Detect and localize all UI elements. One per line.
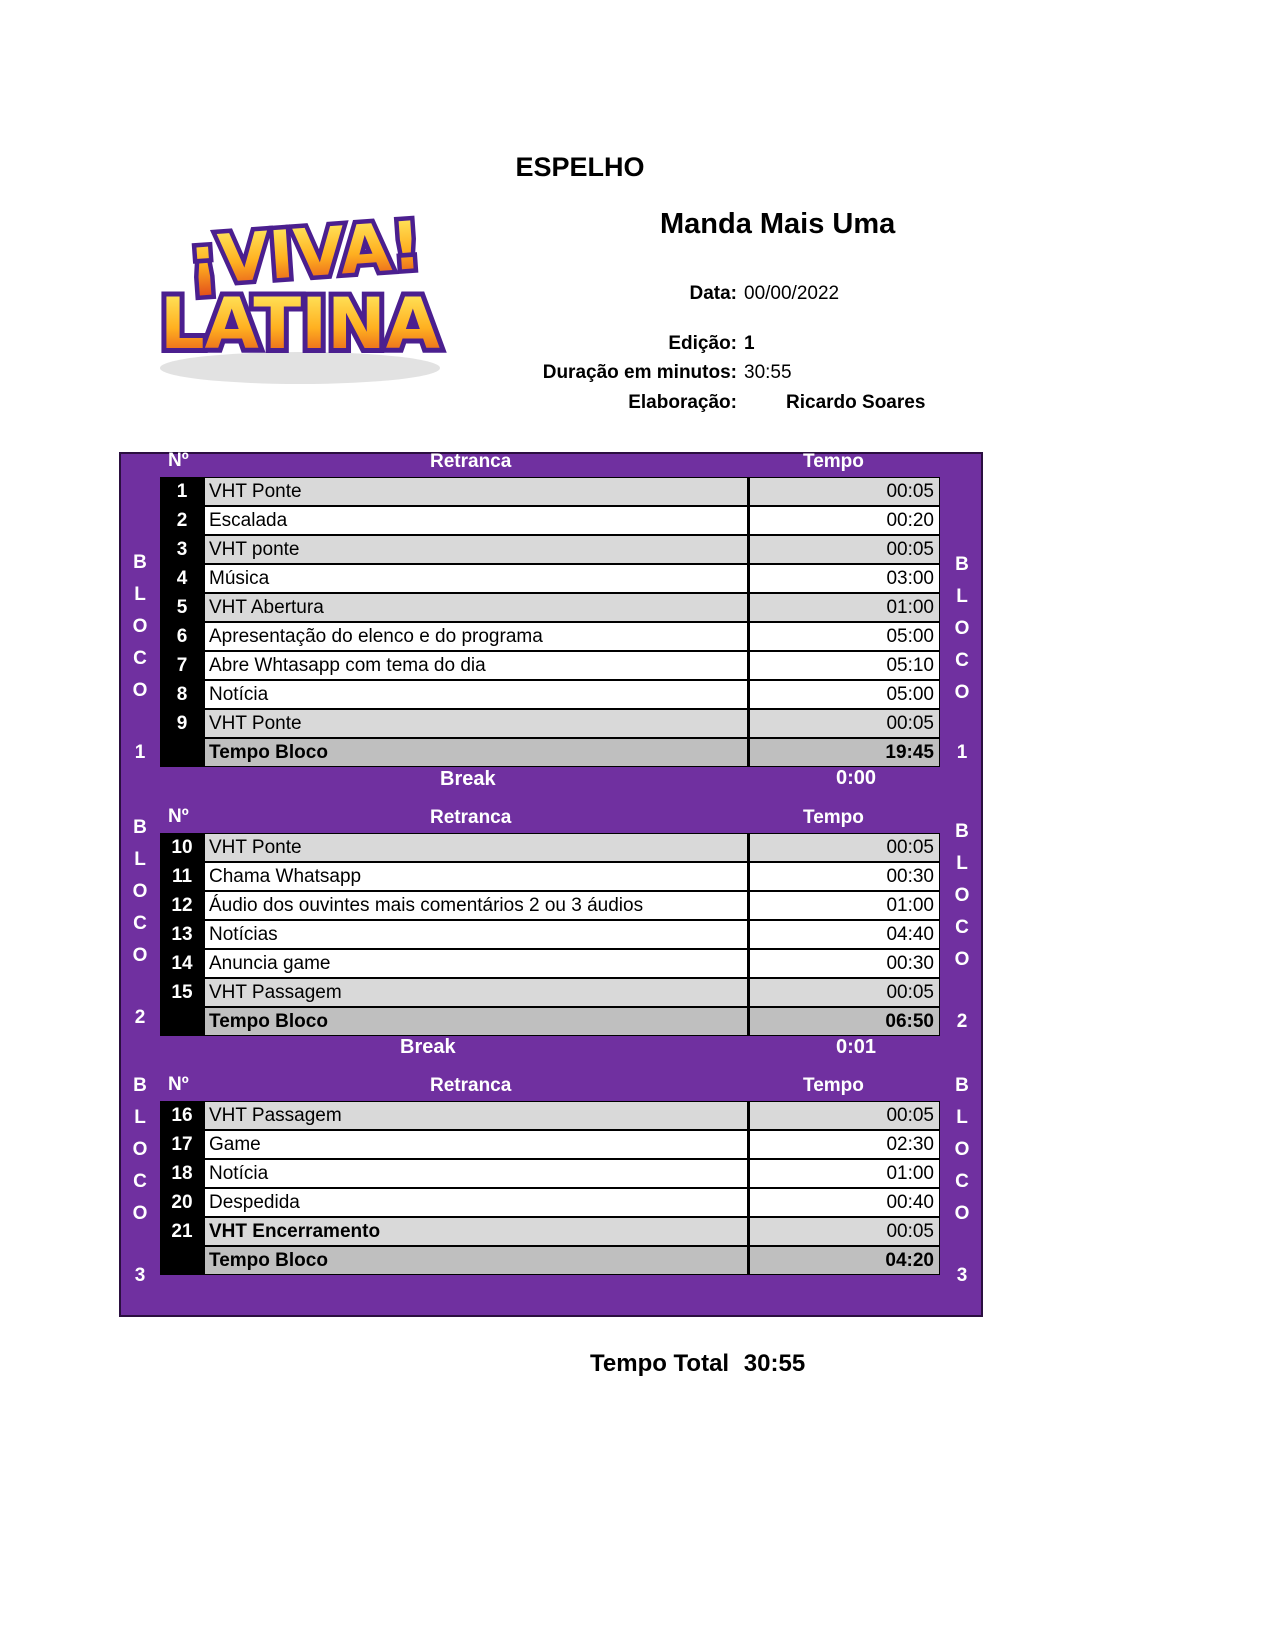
row-number: 8 xyxy=(160,680,204,709)
bloco-number: 3 xyxy=(134,1265,146,1286)
row-retranca: Áudio dos ouvintes mais comentários 2 ou 3 áudios xyxy=(204,891,749,920)
bloco-2-label-right xyxy=(950,816,974,1038)
col-header-retranca: Retranca xyxy=(430,1075,512,1096)
row-number: 9 xyxy=(160,709,204,738)
row-retranca: VHT Ponte xyxy=(204,709,749,738)
row-retranca: Música xyxy=(204,564,749,593)
bloco-1-label-right xyxy=(950,549,974,769)
bloco-letter: C xyxy=(133,913,147,934)
row-tempo: 00:20 xyxy=(749,506,940,535)
bloco-2-label-left xyxy=(128,812,152,1034)
row-retranca: VHT Encerramento xyxy=(204,1217,749,1246)
row-number: 3 xyxy=(160,535,204,564)
duration-value: 30:55 xyxy=(744,362,792,383)
row-retranca: VHT Ponte xyxy=(204,833,749,862)
row-tempo: 00:30 xyxy=(749,949,940,978)
bloco-letter: O xyxy=(954,1139,970,1160)
table-row xyxy=(160,833,940,862)
bloco-letter: L xyxy=(956,586,968,607)
row-tempo: 01:00 xyxy=(749,593,940,622)
row-number: 13 xyxy=(160,920,204,949)
bloco-letter: O xyxy=(954,618,970,639)
table-row xyxy=(160,709,940,738)
row-tempo: 03:00 xyxy=(749,564,940,593)
bloco-3-label-right xyxy=(950,1070,974,1292)
table-row xyxy=(160,1130,940,1159)
total-time xyxy=(590,1350,805,1378)
row-retranca: Notícia xyxy=(204,1159,749,1188)
col-header-retranca: Retranca xyxy=(430,451,512,472)
table-row xyxy=(160,506,940,535)
row-tempo: 01:00 xyxy=(749,1159,940,1188)
table-row xyxy=(160,891,940,920)
break-value: 0:00 xyxy=(836,767,877,789)
block-total-label: Tempo Bloco xyxy=(204,1246,749,1275)
bloco-letter: B xyxy=(955,1075,969,1096)
row-tempo: 00:40 xyxy=(749,1188,940,1217)
row-retranca: Anuncia game xyxy=(204,949,749,978)
bloco-letter: L xyxy=(956,853,968,874)
block-total-row xyxy=(160,738,940,767)
bloco-letter: L xyxy=(134,584,146,605)
row-number: 11 xyxy=(160,862,204,891)
col-header-tempo: Tempo xyxy=(803,807,864,828)
row-retranca: VHT ponte xyxy=(204,535,749,564)
row-tempo: 00:05 xyxy=(749,709,940,738)
table-row xyxy=(160,564,940,593)
row-tempo: 00:05 xyxy=(749,1101,940,1130)
row-tempo: 01:00 xyxy=(749,891,940,920)
block-total-row xyxy=(160,1246,940,1275)
row-retranca: VHT Passagem xyxy=(204,978,749,1007)
col-header-num: Nº xyxy=(168,1074,189,1095)
row-number: 7 xyxy=(160,651,204,680)
block-total-value: 04:20 xyxy=(749,1246,940,1275)
row-number: 1 xyxy=(160,477,204,506)
total-time-value: 30:55 xyxy=(743,1350,806,1377)
bloco-letter: C xyxy=(133,1171,147,1192)
row-number: 16 xyxy=(160,1101,204,1130)
table-row xyxy=(160,949,940,978)
bloco-number: 1 xyxy=(134,742,146,763)
break-value: 0:01 xyxy=(836,1036,877,1058)
date-value: 00/00/2022 xyxy=(744,283,840,304)
bloco-letter: L xyxy=(134,1107,146,1128)
bloco-letter: B xyxy=(133,1075,147,1096)
row-tempo: 00:30 xyxy=(749,862,940,891)
table-row xyxy=(160,862,940,891)
block-total-row xyxy=(160,1007,940,1036)
col-header-tempo: Tempo xyxy=(803,451,864,472)
col-header-tempo: Tempo xyxy=(803,1075,864,1096)
viva-latina-logo xyxy=(150,198,460,398)
bloco-letter: O xyxy=(132,881,148,902)
bloco-number: 2 xyxy=(134,1007,146,1028)
bloco-letter: C xyxy=(955,1171,969,1192)
row-retranca: Notícias xyxy=(204,920,749,949)
bloco-3-label-left xyxy=(128,1070,152,1292)
edition-value: 1 xyxy=(744,333,755,354)
col-header-retranca: Retranca xyxy=(430,807,512,828)
col-header-num: Nº xyxy=(168,806,189,827)
block-total-value: 19:45 xyxy=(749,738,940,767)
row-tempo: 05:00 xyxy=(749,680,940,709)
row-retranca: Chama Whatsapp xyxy=(204,862,749,891)
row-number: 14 xyxy=(160,949,204,978)
logo-text-viva: ¡VIVA! xyxy=(185,206,424,301)
row-number: 4 xyxy=(160,564,204,593)
bloco-number: 2 xyxy=(956,1011,968,1032)
document-title: ESPELHO xyxy=(515,152,645,182)
col-header-num: Nº xyxy=(168,450,189,471)
row-number: 18 xyxy=(160,1159,204,1188)
table-row xyxy=(160,651,940,680)
bloco-letter: O xyxy=(954,949,970,970)
bloco-letter: B xyxy=(955,554,969,575)
block-total-value: 06:50 xyxy=(749,1007,940,1036)
block-total-label: Tempo Bloco xyxy=(204,1007,749,1036)
bloco-letter: O xyxy=(954,885,970,906)
bloco-letter: L xyxy=(956,1107,968,1128)
table-row xyxy=(160,593,940,622)
table-row xyxy=(160,978,940,1007)
edition-label: Edição: xyxy=(668,333,737,354)
show-title: Manda Mais Uma xyxy=(660,208,896,240)
logo-text-latina: LATINA xyxy=(160,283,440,365)
bloco-1-label-left xyxy=(128,547,152,769)
break-label: Break xyxy=(400,1036,456,1058)
bloco-letter: C xyxy=(133,648,147,669)
bloco-letter: O xyxy=(132,616,148,637)
bloco-letter: C xyxy=(955,650,969,671)
row-retranca: Abre Whtasapp com tema do dia xyxy=(204,651,749,680)
row-tempo: 00:05 xyxy=(749,833,940,862)
bloco-letter: O xyxy=(132,1139,148,1160)
row-number: 10 xyxy=(160,833,204,862)
row-retranca: VHT Passagem xyxy=(204,1101,749,1130)
row-tempo: 00:05 xyxy=(749,477,940,506)
bloco-letter: L xyxy=(134,849,146,870)
row-tempo: 04:40 xyxy=(749,920,940,949)
row-tempo: 00:05 xyxy=(749,1217,940,1246)
row-retranca: Apresentação do elenco e do programa xyxy=(204,622,749,651)
row-retranca: VHT Abertura xyxy=(204,593,749,622)
bloco-letter: O xyxy=(132,1203,148,1224)
row-tempo: 05:00 xyxy=(749,622,940,651)
author-value: Ricardo Soares xyxy=(786,392,926,413)
bloco-letter: O xyxy=(954,1203,970,1224)
duration-label: Duração em minutos: xyxy=(542,362,737,383)
row-number: 5 xyxy=(160,593,204,622)
table-row xyxy=(160,1101,940,1130)
bloco-letter: O xyxy=(132,680,148,701)
table-row xyxy=(160,1217,940,1246)
row-number-empty xyxy=(160,1246,204,1275)
row-retranca: Notícia xyxy=(204,680,749,709)
row-retranca: Escalada xyxy=(204,506,749,535)
row-number: 15 xyxy=(160,978,204,1007)
bloco-letter: O xyxy=(954,682,970,703)
row-tempo: 05:10 xyxy=(749,651,940,680)
table-row xyxy=(160,1188,940,1217)
bloco-number: 1 xyxy=(956,742,968,763)
date-label: Data: xyxy=(689,283,737,304)
table-row xyxy=(160,622,940,651)
bloco-letter: B xyxy=(133,817,147,838)
row-retranca: Despedida xyxy=(204,1188,749,1217)
table-row xyxy=(160,477,940,506)
bloco-number: 3 xyxy=(956,1265,968,1286)
row-number-empty xyxy=(160,738,204,767)
bloco-letter: B xyxy=(955,821,969,842)
row-retranca: Game xyxy=(204,1130,749,1159)
row-number: 21 xyxy=(160,1217,204,1246)
row-number: 20 xyxy=(160,1188,204,1217)
row-number-empty xyxy=(160,1007,204,1036)
row-number: 12 xyxy=(160,891,204,920)
total-time-label: Tempo Total xyxy=(590,1350,730,1377)
break-label: Break xyxy=(440,768,496,790)
table-row xyxy=(160,535,940,564)
bloco-letter: O xyxy=(132,945,148,966)
row-number: 6 xyxy=(160,622,204,651)
bloco-letter: B xyxy=(133,552,147,573)
row-number: 2 xyxy=(160,506,204,535)
table-row xyxy=(160,920,940,949)
author-label: Elaboração: xyxy=(628,392,737,413)
bloco-letter: C xyxy=(955,917,969,938)
table-row xyxy=(160,1159,940,1188)
row-tempo: 00:05 xyxy=(749,978,940,1007)
row-number: 17 xyxy=(160,1130,204,1159)
block-total-label: Tempo Bloco xyxy=(204,738,749,767)
row-tempo: 02:30 xyxy=(749,1130,940,1159)
row-retranca: VHT Ponte xyxy=(204,477,749,506)
table-row xyxy=(160,680,940,709)
row-tempo: 00:05 xyxy=(749,535,940,564)
